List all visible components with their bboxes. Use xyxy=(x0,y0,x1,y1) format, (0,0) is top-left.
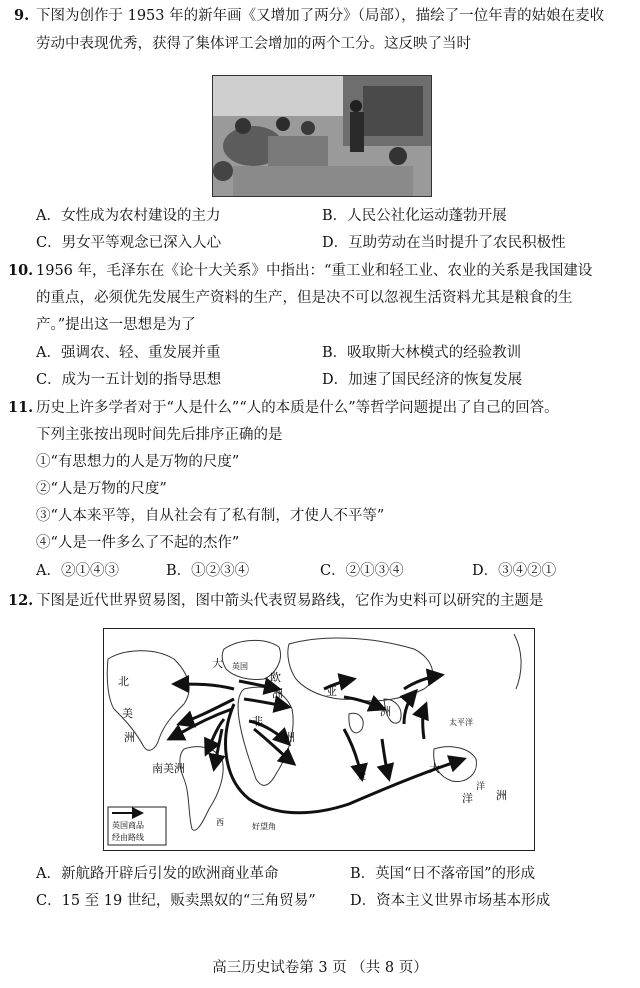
map-label-zhou-1: 洲 xyxy=(124,731,135,744)
new-year-painting-image xyxy=(212,75,432,197)
map-label-south-america: 南美洲 xyxy=(152,762,185,775)
question-12-option-d[interactable]: D．资本主义世界市场基本形成 xyxy=(350,893,551,909)
question-11-stem-line-2: 下列主张按出现时间先后排序正确的是 xyxy=(36,427,283,443)
map-label-zhou-4: 洲 xyxy=(284,731,295,744)
question-9-option-d[interactable]: D．互助劳动在当时提升了农民积极性 xyxy=(322,235,566,251)
world-trade-map xyxy=(103,628,535,851)
map-label-mei: 美 xyxy=(122,707,133,720)
question-11-option-d[interactable]: D．③④②① xyxy=(472,563,557,579)
question-9-stem-line-1: 下图为创作于 1953 年的新年画《又增加了两分》（局部），描绘了一位年青的姑娘在麦收 xyxy=(36,8,605,24)
map-label-yang: 洋 xyxy=(462,792,473,805)
question-10-stem-line-3: 产。”提出这一思想是为了 xyxy=(36,317,196,333)
map-label-zhou-2: 洲 xyxy=(272,687,283,700)
question-11-statement-3: ③“人本来平等，自从社会有了私有制，才使人不平等” xyxy=(36,508,385,524)
trade-route-arrows xyxy=(169,675,464,813)
question-10-stem-line-1: 1956 年，毛泽东在《论十大关系》中指出：“重工业和轻工业、农业的关系是我国建设 xyxy=(36,263,593,279)
question-10-option-d[interactable]: D．加速了国民经济的恢复发展 xyxy=(322,372,523,388)
question-10-number: 10. xyxy=(8,262,34,279)
map-label-north: 北 xyxy=(118,675,129,688)
question-12-option-a[interactable]: A．新航路开辟后引发的欧洲商业革命 xyxy=(36,866,279,882)
question-9-option-c[interactable]: C．男女平等观念已深入人心 xyxy=(36,235,222,251)
question-12-number: 12. xyxy=(8,592,34,609)
question-9-stem-line-2: 劳动中表现优秀，获得了集体评工会增加的两个工分。这反映了当时 xyxy=(36,36,471,52)
question-12-option-c[interactable]: C．15 至 19 世纪，贩卖黑奴的“三角贸易” xyxy=(36,893,316,909)
question-11-option-a[interactable]: A．②①④③ xyxy=(36,563,119,579)
question-11-statement-4: ④“人是一件多么了不起的杰作” xyxy=(36,535,240,551)
map-label-yang-2: 洋 xyxy=(476,782,486,792)
question-10-option-c[interactable]: C．成为一五计划的指导思想 xyxy=(36,372,222,388)
map-label-zhou-5: 洲 xyxy=(496,789,507,802)
question-9-option-a[interactable]: A．女性成为农村建设的主力 xyxy=(36,208,221,224)
question-11-option-b[interactable]: B．①②③④ xyxy=(166,563,250,579)
question-10-option-a[interactable]: A．强调农、轻、重发展并重 xyxy=(36,345,221,361)
question-12-option-b[interactable]: B．英国“日不落帝国”的形成 xyxy=(350,866,535,882)
question-11-statement-1: ①“有思想力的人是万物的尺度” xyxy=(36,454,240,470)
map-label-uk: 英国 xyxy=(232,662,248,671)
legend-line-2: 经由路线 xyxy=(112,833,144,842)
question-11-statement-2: ②“人是万物的尺度” xyxy=(36,481,167,497)
map-label-du: 度 xyxy=(358,772,366,781)
map-label-da-2: 大 xyxy=(429,762,440,775)
page-footer: 高三历史试卷第 3 页 （共 8 页） xyxy=(212,960,428,976)
map-label-cape-good-hope: 好望角 xyxy=(252,822,276,831)
question-10-stem-line-2: 的重点，必须优先发展生产资料的生产，但是决不可以忽视生活资料尤其是粮食的生 xyxy=(36,290,573,306)
question-11-stem-line-1: 历史上许多学者对于“人是什么”“人的本质是什么”等哲学问题提出了自己的回答。 xyxy=(36,400,559,416)
map-label-ou: 欧 xyxy=(270,671,281,684)
map-label-da: 大 xyxy=(212,657,223,670)
map-legend xyxy=(108,807,166,845)
question-12-stem-line-1: 下图是近代世界贸易图，图中箭头代表贸易路线，它作为史料可以研究的主题是 xyxy=(36,593,544,609)
question-11-number: 11. xyxy=(8,399,34,416)
map-label-xi: 西 xyxy=(216,818,224,827)
map-label-zhou-3: 洲 xyxy=(380,705,391,718)
question-11-option-c[interactable]: C．②①③④ xyxy=(320,563,404,579)
legend-line-1: 英国商品 xyxy=(112,821,144,830)
question-9-option-b[interactable]: B．人民公社化运动蓬勃开展 xyxy=(322,208,507,224)
map-label-fei: 非 xyxy=(252,715,263,728)
map-label-pacific: 太平洋 xyxy=(449,718,473,727)
map-label-ya: 亚 xyxy=(326,685,337,698)
question-9-number: 9. xyxy=(14,7,30,24)
question-10-option-b[interactable]: B．吸取斯大林模式的经验教训 xyxy=(322,345,522,361)
